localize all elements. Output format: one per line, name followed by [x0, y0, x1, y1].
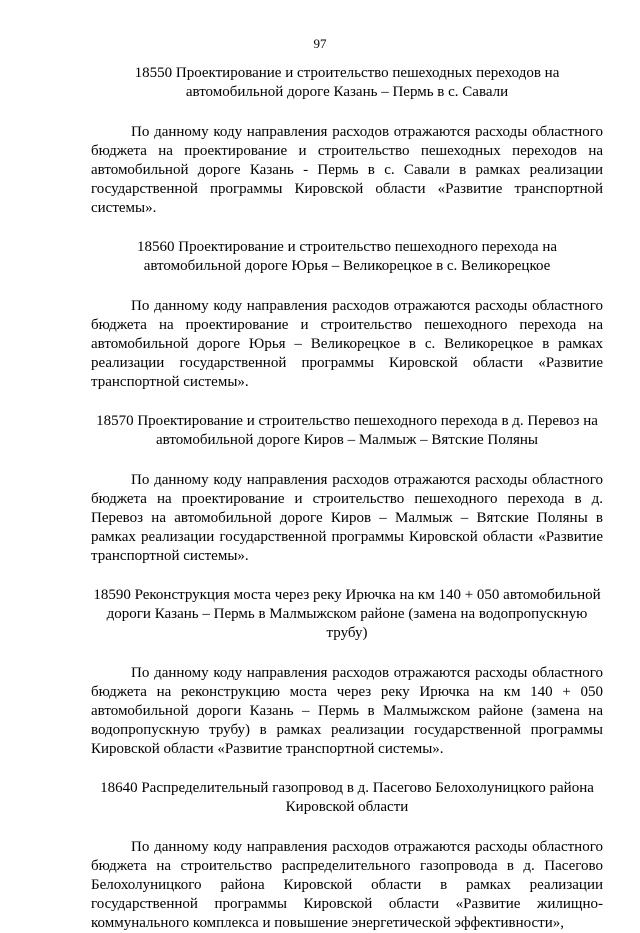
section-body: По данному коду направления расходов отражаются расходы областного бюджета на проектирование и строительство пешеходного перехода в д. Перевоз на автомобильной дороге Киров – Малмыж – Вятские Поляны в рамках реализации государственной программы Кировской области «Развитие транспортной системы».: [91, 472, 603, 564]
section-body: По данному коду направления расходов отражаются расходы областного бюджета на реконструкцию моста через реку Ирючка на км 140 + 050 автомобильной дороги Казань – Пермь в Малмыжском районе (замена на водопропускную трубу) в рамках реализации государственной программы Кировской области «Развитие транспортной системы».: [91, 665, 603, 757]
page-number: 97: [313, 36, 327, 51]
section-18550: [91, 64, 603, 218]
section-18570: [91, 412, 603, 566]
section-heading: 18550 Проектирование и строительство пешеходных переходов на автомобильной дороге Казань – Пермь в с. Савали: [134, 65, 560, 100]
page-content: [91, 64, 603, 933]
section-heading: 18560 Проектирование и строительство пешеходного перехода на автомобильной дороге Юрья – Великорецкое в с. Великорецкое: [136, 239, 558, 274]
section-heading: 18640 Распределительный газопровод в д. Пасегово Белохолуницкого района Кировской области: [100, 780, 594, 815]
section-heading: 18570 Проектирование и строительство пешеходного перехода в д. Перевоз на автомобильной дороге Киров – Малмыж – Вятские Поляны: [96, 413, 598, 448]
section-18560: [91, 238, 603, 392]
section-18640: [91, 779, 603, 933]
section-body: По данному коду направления расходов отражаются расходы областного бюджета на проектирование и строительство пешеходного перехода на автомобильной дороге Юрья – Великорецкое в с. Великорецкое в рамках реализации государственной программы Кировской области «Развитие транспортной системы».: [91, 298, 603, 390]
section-18590: [91, 586, 603, 759]
section-body: По данному коду направления расходов отражаются расходы областного бюджета на строительство распределительного газопровода в д. Пасегово Белохолуницкого района Кировской области в рамках реализации государственной программы Кировской области «Развитие жилищно-коммунального комплекса и повышение энергетической эффективности»,: [91, 839, 603, 931]
section-body: По данному коду направления расходов отражаются расходы областного бюджета на проектирование и строительство пешеходных переходов на автомобильной дороге Казань - Пермь в с. Савали в рамках реализации государственной программы Кировской области «Развитие транспортной системы».: [91, 124, 603, 216]
section-heading: 18590 Реконструкция моста через реку Ирючка на км 140 + 050 автомобильной дороги Казань – Пермь в Малмыжском районе (замена на водопропускную трубу): [93, 587, 601, 641]
